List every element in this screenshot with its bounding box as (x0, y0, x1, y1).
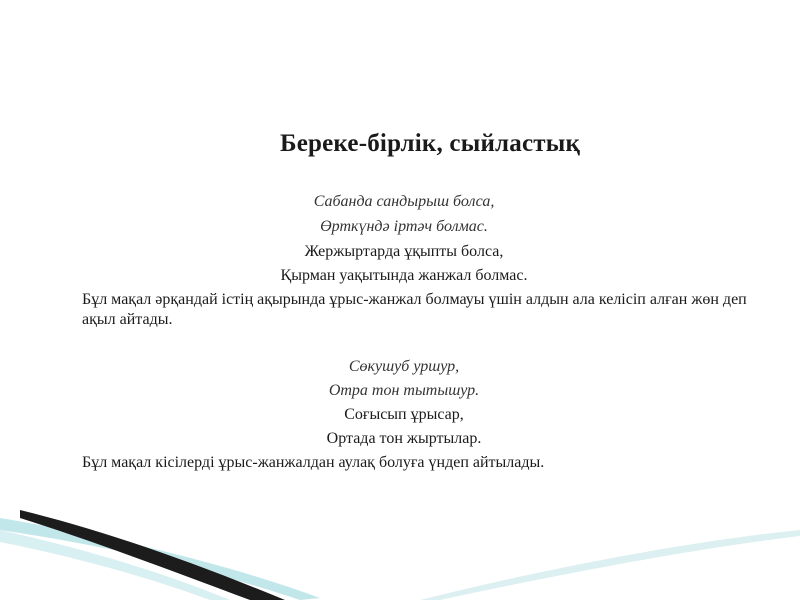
proverb-line-text: Сөкушуб уршур, (348, 358, 460, 375)
proverb-line-text: Отра тон тытышур. (328, 382, 480, 399)
proverb2-line-4 (0, 429, 800, 449)
empty-bullet-line (58, 334, 66, 354)
proverb1-line-2 (0, 217, 800, 237)
proverb-line-text: Соғысып ұрысар, (344, 406, 464, 423)
proverb2-line-3 (0, 405, 800, 425)
right-swoosh (420, 530, 800, 600)
title-row (0, 130, 800, 170)
proverb1-explanation (58, 290, 758, 330)
proverb-line-text: Қырман уақытында жанжал болмас. (280, 267, 528, 284)
proverb-line-text: Сабанда сандырыш болса, (313, 193, 495, 210)
proverb1-line-1 (0, 192, 800, 212)
explanation-text: Бұл мақал әрқандай істің ақырында ұрыс-жанжал болмауы үшін алдын ала келісіп алған жөн деп ақыл айтады. (82, 291, 747, 328)
proverb2-line-2 (0, 381, 800, 401)
proverb-line-text: Өрткүндә іртәч болмас. (320, 218, 488, 235)
proverb-line-text: Ортада тон жыртылар. (326, 430, 482, 447)
decorative-swoosh (0, 470, 800, 600)
proverb2-line-1 (0, 357, 800, 377)
slide-title: Береке-бірлік, сыйластық (280, 130, 581, 157)
proverb1-line-4 (0, 266, 800, 286)
empty-bullet-line (58, 170, 66, 190)
proverb1-line-3 (0, 242, 800, 262)
explanation-text: Бұл мақал кісілерді ұрыс-жанжалдан аулақ болуға үндеп айтылады. (82, 454, 545, 471)
proverb-line-text: Жержыртарда ұқыпты болса, (304, 243, 504, 260)
